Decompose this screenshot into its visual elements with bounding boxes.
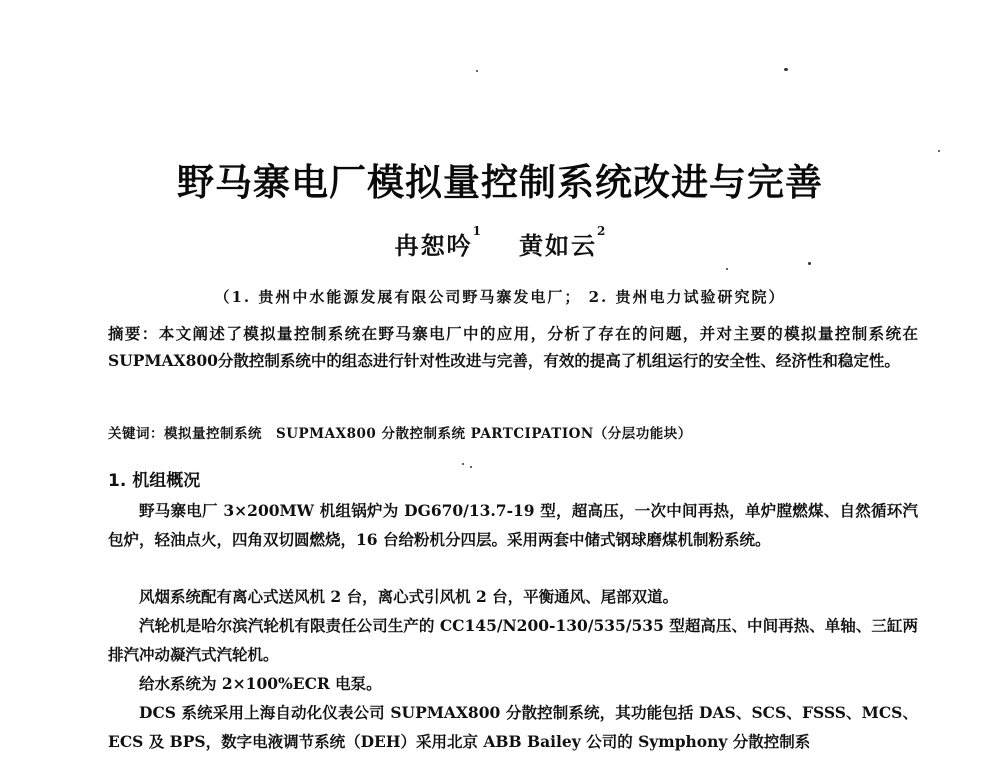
scan-speck xyxy=(470,466,472,468)
keywords: 关键词：模拟量控制系统 SUPMAX800 分散控制系统 PARTCIPATION（分层功能块） xyxy=(108,426,692,442)
scan-speck xyxy=(476,70,478,72)
abstract xyxy=(108,320,918,374)
paper-title: 野马寨电厂模拟量控制系统改进与完善 xyxy=(177,161,823,204)
author-2: 黄如云 xyxy=(519,231,597,260)
section-heading: 1. 机组概况 xyxy=(108,471,201,491)
body-paragraph: 汽轮机是哈尔滨汽轮机有限责任公司生产的 CC145/N200-130/535/535 型超高压、中间再热、单轴、三缸两排汽冲动凝汽式汽轮机。 xyxy=(108,616,918,664)
author-1: 冉恕吟 xyxy=(394,231,473,260)
scan-speck xyxy=(808,262,811,265)
scan-speck xyxy=(784,68,788,71)
author-2-affil-mark: 2 xyxy=(597,224,606,238)
body-paragraph: 野马寨电厂 3×200MW 机组锅炉为 DG670/13.7-19 型，超高压，一次中间再热，单炉膛燃煤、自然循环汽包炉，轻油点火，四角双切圆燃烧，16 台给粉机分四层。采用两套中储式钢球磨煤机制粉系统。 xyxy=(108,501,918,549)
body-paragraph: 风烟系统配有离心式送风机 2 台，离心式引风机 2 台，平衡通风、尾部双道。 xyxy=(139,587,679,606)
body-paragraph: DCS 系统采用上海自动化仪表公司 SUPMAX800 分散控制系统，其功能包括 DAS、SCS、FSSS、MCS、ECS 及 BPS，数字电液调节系统（DEH）采用北京 ABB Bailey 公司的 Symphony 分散控制系 xyxy=(108,703,918,751)
affiliations: （1. 贵州中水能源发展有限公司野马寨发电厂； 2. 贵州电力试验研究院） xyxy=(214,288,786,306)
scan-speck xyxy=(726,268,728,270)
author-1-affil-mark: 1 xyxy=(472,224,481,238)
body-paragraph: 给水系统为 2×100%ECR 电泵。 xyxy=(139,674,382,693)
abstract-label: 摘要： xyxy=(108,324,159,343)
scan-speck xyxy=(462,463,464,465)
abstract-text: 本文阐述了模拟量控制系统在野马寨电厂中的应用，分析了存在的问题，并对主要的模拟量控制系统在SUPMAX800分散控制系统中的组态进行针对性改进与完善，有效的提高了机组运行的安全性、经济性和稳定性。 xyxy=(108,324,918,370)
author-line xyxy=(0,226,1000,261)
